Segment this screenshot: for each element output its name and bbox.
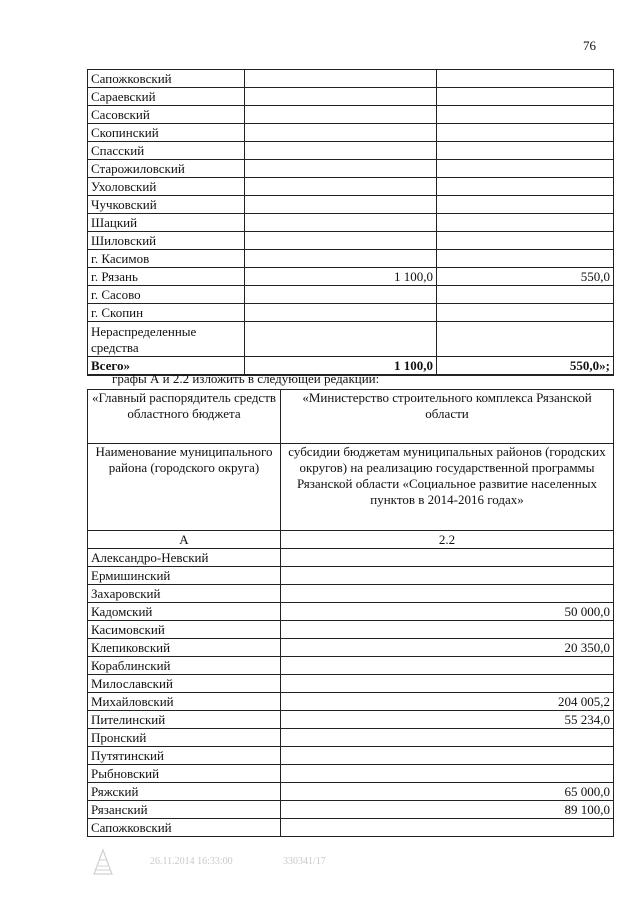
subsidy-value [281, 819, 614, 837]
value-column-1 [245, 250, 437, 268]
value-column-1 [245, 214, 437, 232]
value-column-2 [437, 286, 614, 304]
header-subsidy-description: субсидии бюджетам муниципальных районов (городских округов) на реализацию государственной программы Рязанской области «Социальное развитие населенных пунктов в 2014-2016 годах» [281, 444, 614, 531]
table-row [88, 232, 614, 250]
district-name: Сараевский [88, 88, 245, 106]
subsidy-value [281, 549, 614, 567]
value-column-1: 1 100,0 [245, 268, 437, 286]
value-column-1 [245, 196, 437, 214]
subsidy-value: 50 000,0 [281, 603, 614, 621]
subsidy-value: 65 000,0 [281, 783, 614, 801]
table-row [88, 124, 614, 142]
value-column-2 [437, 88, 614, 106]
table-row [88, 106, 614, 124]
table-row [88, 639, 614, 657]
table-row [88, 585, 614, 603]
value-column-1 [245, 286, 437, 304]
district-name: Шиловский [88, 232, 245, 250]
table-row [88, 268, 614, 286]
district-name: Старожиловский [88, 160, 245, 178]
subsidy-value [281, 621, 614, 639]
subsidy-value [281, 747, 614, 765]
subsidy-value: 89 100,0 [281, 801, 614, 819]
table-row [88, 783, 614, 801]
table-row [88, 70, 614, 88]
column-label-row [88, 531, 614, 549]
table-row [88, 675, 614, 693]
value-column-1 [245, 322, 437, 357]
district-name: Захаровский [88, 585, 281, 603]
value-column-2 [437, 124, 614, 142]
district-name: Скопинский [88, 124, 245, 142]
column-label-2-2: 2.2 [281, 531, 614, 549]
header-ministry: «Министерство строительного комплекса Рязанской области [281, 390, 614, 444]
district-name: Милославский [88, 675, 281, 693]
district-name: г. Сасово [88, 286, 245, 304]
district-name: Шацкий [88, 214, 245, 232]
district-name: Михайловский [88, 693, 281, 711]
value-column-1 [245, 232, 437, 250]
value-column-2: 550,0 [437, 268, 614, 286]
table-row [88, 322, 614, 357]
table-row [88, 657, 614, 675]
subsidy-value [281, 657, 614, 675]
subsidy-value: 204 005,2 [281, 693, 614, 711]
table-row [88, 178, 614, 196]
value-column-2 [437, 250, 614, 268]
footer-code: 330341/17 [283, 856, 326, 867]
district-name: Спасский [88, 142, 245, 160]
value-column-2 [437, 196, 614, 214]
header-row-distributor [88, 390, 614, 444]
header-row-name [88, 444, 614, 531]
district-name: Пителинский [88, 711, 281, 729]
value-column-1 [245, 160, 437, 178]
electronic-signature-icon [92, 848, 114, 878]
table-row [88, 621, 614, 639]
district-name: Рязанский [88, 801, 281, 819]
table-row [88, 214, 614, 232]
value-column-1 [245, 124, 437, 142]
budget-table-continued [87, 69, 614, 376]
subsidy-value [281, 585, 614, 603]
value-column-2 [437, 178, 614, 196]
table-row [88, 729, 614, 747]
header-district-name: Наименование муниципального района (городского округа) [88, 444, 281, 531]
column-label-a: А [88, 531, 281, 549]
district-name: Клепиковский [88, 639, 281, 657]
district-name: Кораблинский [88, 657, 281, 675]
district-name: Ухоловский [88, 178, 245, 196]
table-row [88, 765, 614, 783]
district-name: г. Рязань [88, 268, 245, 286]
table-row [88, 142, 614, 160]
district-name: Путятинский [88, 747, 281, 765]
value-column-1 [245, 70, 437, 88]
district-name: Касимовский [88, 621, 281, 639]
total-value: 1 100,0 [245, 357, 437, 376]
value-column-2 [437, 232, 614, 250]
table-row [88, 693, 614, 711]
table-row [88, 88, 614, 106]
subsidy-value [281, 675, 614, 693]
table-row [88, 801, 614, 819]
table-row [88, 711, 614, 729]
table-row [88, 286, 614, 304]
table-row [88, 567, 614, 585]
district-name: Чучковский [88, 196, 245, 214]
district-name: г. Касимов [88, 250, 245, 268]
value-column-2 [437, 322, 614, 357]
value-column-2 [437, 142, 614, 160]
district-name: г. Скопин [88, 304, 245, 322]
table-row [88, 160, 614, 178]
subsidy-value [281, 567, 614, 585]
district-name: Сапожковский [88, 819, 281, 837]
table-row [88, 603, 614, 621]
value-column-2 [437, 214, 614, 232]
subsidy-table [87, 389, 614, 837]
value-column-1 [245, 88, 437, 106]
header-distributor-label: «Главный распорядитель средств областного бюджета [88, 390, 281, 444]
district-name: Александро-Невский [88, 549, 281, 567]
value-column-2 [437, 70, 614, 88]
subsidy-value [281, 729, 614, 747]
footer-timestamp: 26.11.2014 16:33:00 [150, 856, 233, 867]
value-column-2 [437, 160, 614, 178]
table-row [88, 304, 614, 322]
value-column-2 [437, 106, 614, 124]
table-row [88, 549, 614, 567]
total-value: 550,0»; [437, 357, 614, 376]
district-name: Кадомский [88, 603, 281, 621]
subsidy-value: 55 234,0 [281, 711, 614, 729]
value-column-1 [245, 178, 437, 196]
district-name: Пронский [88, 729, 281, 747]
table-row [88, 196, 614, 214]
district-name: Ермишинский [88, 567, 281, 585]
total-label: Всего» [88, 357, 245, 376]
amendment-instruction: графы А и 2.2 изложить в следующей редакции: [112, 371, 380, 386]
value-column-1 [245, 106, 437, 124]
district-name: Нераспределенные средства [88, 322, 245, 357]
subsidy-value: 20 350,0 [281, 639, 614, 657]
value-column-1 [245, 304, 437, 322]
table-row [88, 747, 614, 765]
subsidy-value [281, 765, 614, 783]
district-name: Ряжский [88, 783, 281, 801]
district-name: Рыбновский [88, 765, 281, 783]
value-column-2 [437, 304, 614, 322]
district-name: Сапожковский [88, 70, 245, 88]
table-row [88, 819, 614, 837]
table-row [88, 250, 614, 268]
district-name: Сасовский [88, 106, 245, 124]
value-column-1 [245, 142, 437, 160]
page-number: 76 [583, 38, 596, 53]
